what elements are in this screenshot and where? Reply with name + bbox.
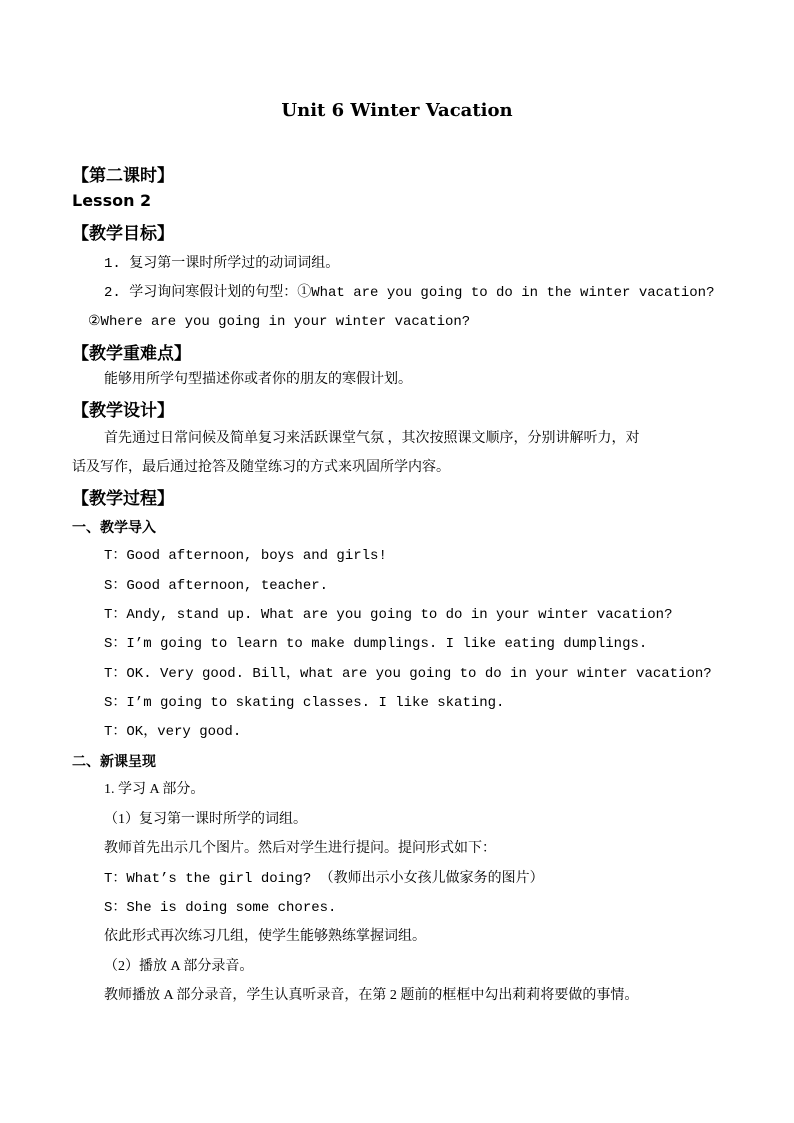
part1-heading: 一、教学导入 xyxy=(72,520,156,536)
goal-1: 1. 复习第一课时所学过的动词词组。 xyxy=(104,256,340,272)
part2-heading: 二、新课呈现 xyxy=(72,754,156,770)
part2-line: 教师首先出示几个图片。然后对学生进行提问。提问形式如下： xyxy=(104,841,496,856)
part2-line: 1. 学习 A 部分。 xyxy=(104,782,205,797)
dialog-line: S：I’m going to learn to make dumplings. I like eating dumplings. xyxy=(104,636,648,652)
dialog-line: T：Andy, stand up. What are you going to do in your winter vacation? xyxy=(104,607,673,623)
dialog-line: S：Good afternoon, teacher. xyxy=(104,578,329,594)
key-points-text: 能够用所学句型描述你或者你的朋友的寒假计划。 xyxy=(104,372,412,387)
page-title: Unit 6 Winter Vacation xyxy=(281,100,513,121)
part2-line: 教师播放 A 部分录音，学生认真听录音，在第 2 题前的框框中勾出莉莉将要做的事情。 xyxy=(104,988,639,1003)
goal-2: 2. 学习询问寒假计划的句型：①What are you going to do in the winter vacation? xyxy=(104,285,715,301)
dialog-line: S：I’m going to skating classes. I like skating. xyxy=(104,695,505,711)
heading-process: 【教学过程】 xyxy=(72,489,174,509)
heading-key-points: 【教学重难点】 xyxy=(72,344,191,364)
part2-line: 依此形式再次练习几组，使学生能够熟练掌握词组。 xyxy=(104,929,426,944)
heading-goals: 【教学目标】 xyxy=(72,224,174,244)
part2-line: S：She is doing some chores. xyxy=(104,900,337,916)
lesson-label: Lesson 2 xyxy=(72,191,152,210)
dialog-line: T：Good afternoon, boys and girls! xyxy=(104,548,387,564)
design-text-2: 话及写作，最后通过抢答及随堂练习的方式来巩固所学内容。 xyxy=(72,460,450,475)
part2-line: T：What’s the girl doing? （教师出示小女孩儿做家务的图片） xyxy=(104,871,544,887)
dialog-line: T：OK. Very good. Bill，what are you going to do in your winter vacation? xyxy=(104,666,712,682)
part2-line: （2）播放 A 部分录音。 xyxy=(104,959,254,974)
heading-design: 【教学设计】 xyxy=(72,401,174,421)
part2-line: （1）复习第一课时所学的词组。 xyxy=(104,812,307,827)
dialog-line: T：OK，very good. xyxy=(104,724,242,740)
heading-lesson-time: 【第二课时】 xyxy=(72,166,174,186)
goal-2b: ②Where are you going in your winter vacation? xyxy=(88,314,471,330)
design-text-1: 首先通过日常问候及简单复习来活跃课堂气氛 ，其次按照课文顺序，分别讲解听力，对 xyxy=(104,431,640,446)
